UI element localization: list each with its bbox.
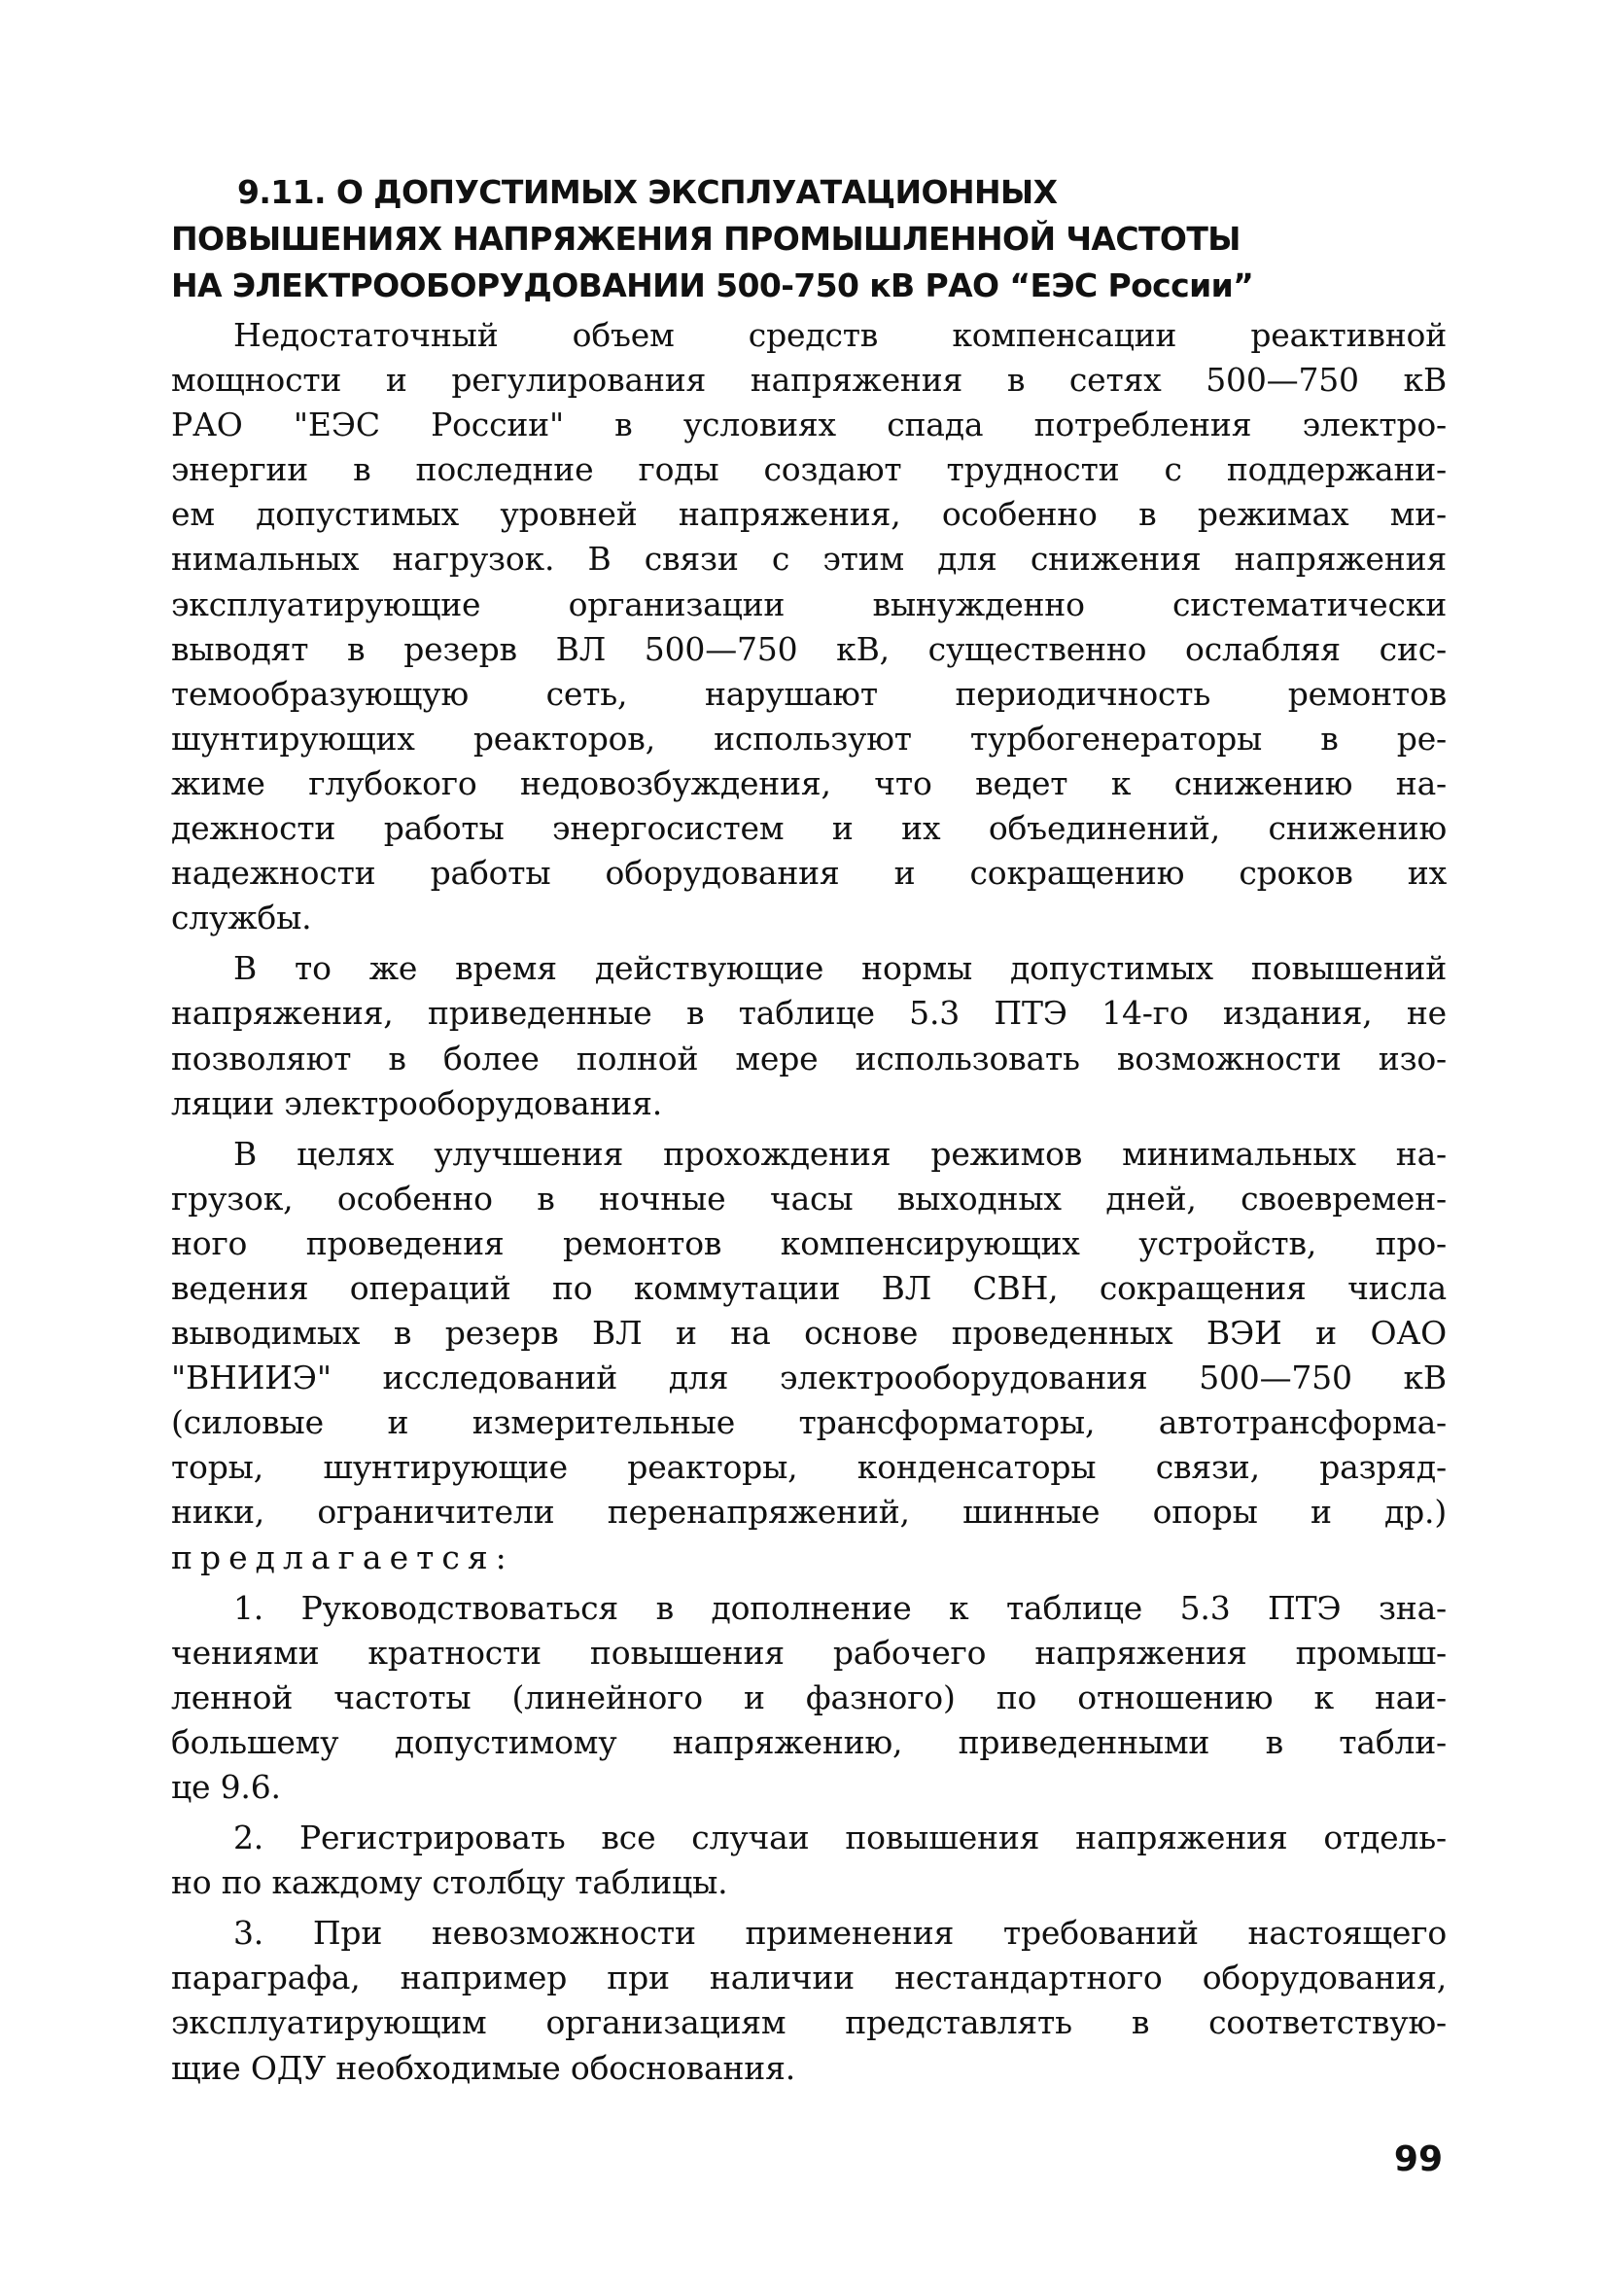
text-line: грузок, особенно в ночные часы выходных дней, своевремен- xyxy=(171,1179,1447,1218)
text-line: Недостаточный объем средств компенсации реактивной xyxy=(233,316,1447,354)
text-line: службы. xyxy=(171,899,312,937)
text-line: жиме глубокого недовозбуждения, что ведет к снижению на- xyxy=(171,763,1447,802)
text-line: параграфа, например при наличии нестандартного оборудования, xyxy=(171,1959,1447,1997)
text-line: но по каждому столбцу таблицы. xyxy=(171,1863,728,1902)
heading-line: 9.11. О ДОПУСТИМЫХ ЭКСПЛУАТАЦИОННЫХ xyxy=(237,173,1058,211)
text-line: це 9.6. xyxy=(171,1768,281,1806)
text-line: ведения операций по коммутации ВЛ СВН, сокращения числа xyxy=(171,1268,1447,1307)
paragraph xyxy=(171,946,1447,1125)
text-line: РАО "ЕЭС России" в условиях спада потребления электро- xyxy=(171,406,1447,444)
paragraph xyxy=(171,1816,1447,1905)
text-line: (силовые и измерительные трансформаторы, автотрансформа- xyxy=(171,1403,1447,1442)
text-line: большему допустимому напряжению, приведенными в табли- xyxy=(171,1722,1447,1761)
text-line: мощности и регулирования напряжения в сетях 500—750 кВ xyxy=(171,361,1447,400)
paragraph xyxy=(171,1132,1447,1580)
text-line: ного проведения ремонтов компенсирующих устройств, про- xyxy=(171,1223,1447,1262)
page-number: 99 xyxy=(1393,2139,1443,2179)
text-line: "ВНИИЭ" исследований для электрооборудования 500—750 кВ xyxy=(171,1359,1447,1397)
text-line: В то же время действующие нормы допустимых повышений xyxy=(233,949,1447,988)
text-line: нимальных нагрузок. В связи с этим для снижения напряжения xyxy=(171,540,1447,579)
text-line: надежности работы оборудования и сокращению сроков их xyxy=(171,854,1447,893)
heading-line: ПОВЫШЕНИЯХ НАПРЯЖЕНИЯ ПРОМЫШЛЕННОЙ ЧАСТОТЫ xyxy=(171,220,1241,258)
text-line: напряжения, приведенные в таблице 5.3 ПТЭ 14-го издания, не xyxy=(171,994,1447,1033)
paragraph xyxy=(171,1586,1447,1810)
text-line: выводимых в резерв ВЛ и на основе проведенных ВЭИ и ОАО xyxy=(171,1314,1447,1353)
text-line: позволяют в более полной мере использовать возможности изо- xyxy=(171,1039,1447,1077)
text-line: ем допустимых уровней напряжения, особенно в режимах ми- xyxy=(171,495,1447,534)
text-line: торы, шунтирующие реакторы, конденсаторы связи, разряд- xyxy=(171,1448,1447,1487)
text-line: 1. Руководствоваться в дополнение к таблице 5.3 ПТЭ зна- xyxy=(233,1588,1447,1627)
text-line: предлагается: xyxy=(171,1537,514,1576)
text-line: темообразующую сеть, нарушают периодичность ремонтов xyxy=(171,674,1447,713)
text-line: щие ОДУ необходимые обоснования. xyxy=(171,2048,796,2087)
text-line: ляции электрооборудования. xyxy=(171,1083,663,1122)
text-line: энергии в последние годы создают трудности с поддержани- xyxy=(171,450,1447,489)
text-line: ленной частоты (линейного и фазного) по отношению к наи- xyxy=(171,1678,1447,1716)
text-line: эксплуатирующим организациям представлять в соответствую- xyxy=(171,2003,1447,2042)
paragraph xyxy=(171,1911,1447,2090)
text-line: эксплуатирующие организации вынужденно систематически xyxy=(171,584,1447,623)
text-line: шунтирующих реакторов, используют турбогенераторы в ре- xyxy=(171,719,1447,758)
text-line: дежности работы энергосистем и их объединений, снижению xyxy=(171,809,1447,848)
heading-line: НА ЭЛЕКТРООБОРУДОВАНИИ 500-750 кВ РАО “ЕЭС России” xyxy=(171,266,1254,304)
text-line: 2. Регистрировать все случаи повышения напряжения отдель- xyxy=(233,1819,1447,1857)
section-heading xyxy=(171,169,1435,309)
text-line: ники, ограничители перенапряжений, шинные опоры и др.) xyxy=(171,1493,1447,1532)
text-line: В целях улучшения прохождения режимов минимальных на- xyxy=(233,1134,1447,1173)
paragraph xyxy=(171,313,1447,940)
text-line: 3. При невозможности применения требований настоящего xyxy=(233,1914,1447,1953)
text-line: чениями кратности повышения рабочего напряжения промыш- xyxy=(171,1633,1447,1672)
body-text xyxy=(171,313,1447,2097)
text-line: выводят в резерв ВЛ 500—750 кВ, существенно ослабляя сис- xyxy=(171,629,1447,668)
